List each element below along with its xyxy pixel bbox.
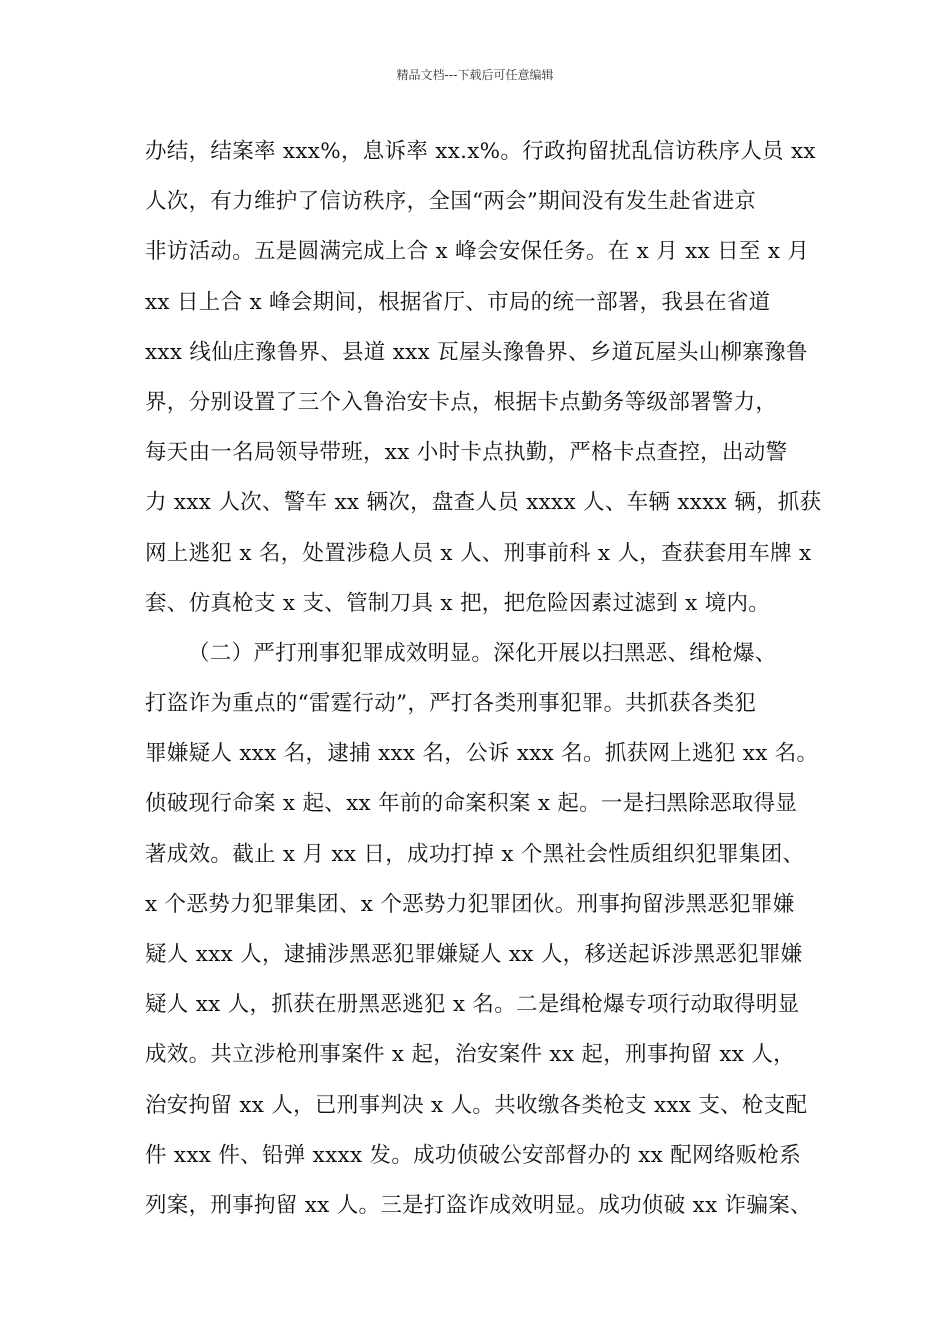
text-line: 界，分别设置了三个入鲁治安卡点，根据卡点勤务等级部署警力， bbox=[145, 389, 778, 415]
text-line: 打盗诈为重点的“雷霆行动”，严打各类刑事犯罪。共抓获各类犯 bbox=[145, 691, 757, 717]
text-line: 套、仿真枪支 x 支、管制刀具 x 把，把危险因素过滤到 x 境内。 bbox=[145, 590, 771, 616]
page-header: 精品文档---下载后可任意编辑 bbox=[396, 68, 554, 82]
text-line: 件 xxx 件、铅弹 xxxx 发。成功侦破公安部督办的 xx 配网络贩枪系 bbox=[145, 1142, 802, 1168]
text-line: x 个恶势力犯罪集团、x 个恶势力犯罪团伙。刑事拘留涉黑恶犯罪嫌 bbox=[145, 891, 795, 917]
text-line: 著成效。截止 x 月 xx 日，成功打掉 x 个黑社会性质组织犯罪集团、 bbox=[145, 841, 805, 867]
text-line: 每天由一名局领导带班，xx 小时卡点执勤，严格卡点查控，出动警 bbox=[145, 440, 788, 466]
text-line: 力 xxx 人次、警车 xx 辆次，盘查人员 xxxx 人、车辆 xxxx 辆，抓获 bbox=[145, 490, 822, 516]
section-heading-line: （二）严打刑事犯罪成效明显。深化开展以扫黑恶、缉枪爆、 bbox=[188, 640, 777, 666]
text-line: 疑人 xx 人，抓获在册黑恶逃犯 x 名。二是缉枪爆专项行动取得明显 bbox=[145, 992, 800, 1018]
text-line: 列案，刑事拘留 xx 人。三是打盗诈成效明显。成功侦破 xx 诈骗案、 bbox=[145, 1192, 812, 1218]
text-line: 治安拘留 xx 人，已刑事判决 x 人。共收缴各类枪支 xxx 支、枪支配 bbox=[145, 1092, 808, 1118]
text-line: 罪嫌疑人 xxx 名，逮捕 xxx 名，公诉 xxx 名。抓获网上逃犯 xx 名。 bbox=[145, 741, 819, 767]
text-line: 疑人 xxx 人，逮捕涉黑恶犯罪嫌疑人 xx 人，移送起诉涉黑恶犯罪嫌 bbox=[145, 942, 803, 967]
text-line: 人次，有力维护了信访秩序，全国“两会”期间没有发生赴省进京 bbox=[145, 189, 757, 215]
text-line: 网上逃犯 x 名，处置涉稳人员 x 人、刑事前科 x 人，查获套用车牌 x bbox=[145, 540, 812, 566]
text-line: 侦破现行命案 x 起、xx 年前的命案积案 x 起。一是扫黑除恶取得显 bbox=[145, 791, 798, 817]
text-line: xxx 线仙庄豫鲁界、县道 xxx 瓦屋头豫鲁界、乡道瓦屋头山柳寨豫鲁 bbox=[145, 339, 808, 365]
text-line: 非访活动。五是圆满完成上合 x 峰会安保任务。在 x 月 xx 日至 x 月 bbox=[145, 239, 810, 265]
text-line: 办结，结案率 xxx%，息诉率 xx.x%。行政拘留扰乱信访秩序人员 xx bbox=[145, 139, 816, 164]
text-line: xx 日上合 x 峰会期间，根据省厅、市局的统一部署，我县在省道 bbox=[145, 289, 771, 315]
text-line: 成效。共立涉枪刑事案件 x 起，治安案件 xx 起，刑事拘留 xx 人， bbox=[145, 1042, 795, 1068]
document-body bbox=[145, 127, 830, 1231]
